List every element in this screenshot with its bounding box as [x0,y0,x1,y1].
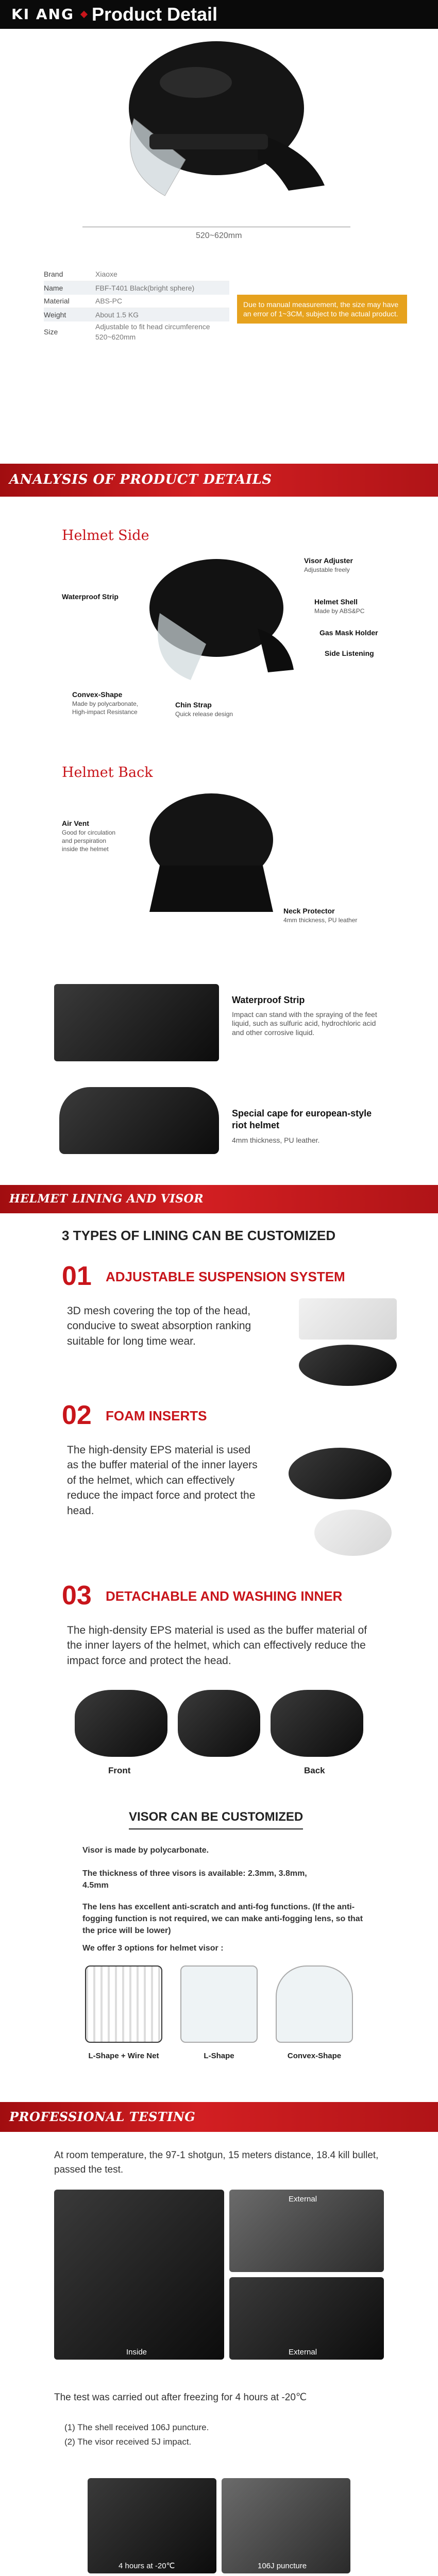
label-helmet-shell: Helmet Shell Made by ABS&PC [314,598,365,615]
label-front: Front [108,1766,131,1775]
helmet-back-image [129,788,294,917]
lining-photo-01a [299,1298,397,1340]
helmet-back-title: Helmet Back [62,765,153,781]
helmet-illustration [88,31,335,222]
freeze-label-2: 106J puncture [258,2562,307,2570]
header-accent [80,11,88,18]
visor-heading: VISOR CAN BE CUSTOMIZED [129,1808,303,1829]
caption-external-2: External [289,2348,317,2357]
lining-num-01: 01 [62,1261,92,1291]
testing-intro: At room temperature, the 97-1 shotgun, 15 meters distance, 18.4 kill bullet, passed the test. [54,2150,379,2175]
spec-table [44,268,229,343]
result-1: (1) The shell received 106J puncture. [64,2422,209,2432]
visor-option-label-3: Convex-Shape [287,2052,342,2060]
label-convex-shape: Convex-Shape Made by polycarbonate, High-impact Resistance [72,690,139,716]
visor-option-1 [85,1965,162,2043]
special-cape-photo [59,1087,219,1154]
lining-photo-02b [314,1510,392,1556]
helmet-side-title: Helmet Side [62,528,149,544]
label-side-listening: Side Listening [325,649,374,657]
lining-heading: 3 TYPES OF LINING CAN BE CUSTOMIZED [62,1228,336,1243]
spec-row: Weight About 1.5 KG [44,308,229,321]
freeze-text: The test was carried out after freezing for 4 hours at -20℃ [54,2392,307,2403]
lining-text-01: 3D mesh covering the top of the head, conducive to sweat absorption ranking suitable for long time wear. [67,1305,251,1347]
visor-option-label-2: L-Shape [204,2052,234,2060]
lining-num-03: 03 [62,1581,92,1611]
freeze-photo-1 [88,2478,216,2573]
spec-row: Name FBF-T401 Black(bright sphere) [44,281,229,295]
spec-row: Size Adjustable to fit head circumference 520~620mm [44,323,210,342]
visor-line-1: Visor is made by polycarbonate. [82,1846,209,1855]
lining-text-02: The high-density EPS material is used as the buffer material of the inner layers of the helmet, which can effectively reduce the impact force and protect the head. [67,1444,258,1517]
label-chin-strap: Chin Strap Quick release design [175,701,233,718]
lining-photo-front [75,1690,167,1757]
visor-line-4: We offer 3 options for helmet visor : [82,1944,224,1953]
caption-inside: Inside [126,2348,147,2357]
label-neck-protector: Neck Protector 4mm thickness, PU leather [283,907,358,924]
header-bar [0,0,438,29]
visor-option-3 [276,1965,353,2043]
freeze-photo-2 [222,2478,350,2573]
lining-title-01: ADJUSTABLE SUSPENSION SYSTEM [106,1269,345,1284]
lining-photo-02a [289,1448,392,1499]
hero-helmet-image [88,31,335,222]
lining-title-03: DETACHABLE AND WASHING INNER [106,1588,343,1604]
freeze-label-1: 4 hours at -20℃ [119,2562,175,2570]
label-visor-adjuster: Visor Adjuster Adjustable freely [304,556,353,573]
waterproof-strip-info: Waterproof Strip Impact can stand with the spraying of the feet liquid, such as sulfuric acid, hydrochloric acid and other corrosive liquid. [232,995,377,1037]
label-gas-mask-holder: Gas Mask Holder [319,629,378,637]
spec-row: Material ABS-PC [44,295,229,308]
helmet-side-image [129,551,294,685]
lining-photo-back [271,1690,363,1757]
waterproof-strip-photo [54,984,219,1061]
brand-logo: KI ANG [11,5,74,23]
caption-external-1: External [289,2195,317,2204]
section-band-analysis: ANALYSIS OF PRODUCT DETAILS [0,464,438,497]
lining-num-02: 02 [62,1400,92,1430]
lining-photo-2 [178,1690,260,1757]
special-cape-info: Special cape for european-style riot helmet 4mm thickness, PU leather. [232,1108,372,1144]
visor-option-label-1: L-Shape + Wire Net [88,2052,159,2060]
label-air-vent: Air Vent Good for circulation and perspiration inside the helmet [62,819,116,853]
section-band-testing: PROFESSIONAL TESTING [0,2102,438,2132]
size-note: Due to manual measurement, the size may have an error of 1~3CM, subject to the actual product. [237,295,407,324]
spec-row: Brand Xiaoxe [44,268,229,281]
visor-line-2: The thickness of three visors is available: 2.3mm, 3.8mm, 4.5mm [82,1869,307,1890]
page-title: Product Detail [91,3,217,25]
label-back: Back [304,1766,325,1775]
result-2: (2) The visor received 5J impact. [64,2437,192,2447]
testing-photo-inside [54,2190,224,2360]
visor-option-2 [180,1965,258,2043]
lining-photo-01b [299,1345,397,1386]
lining-text-03: The high-density EPS material is used as the buffer material of the inner layers of the helmet, which can effectively reduce the impact force and protect the head. [67,1624,367,1667]
dimension-label: 520~620mm [196,231,242,240]
lining-title-02: FOAM INSERTS [106,1408,207,1423]
label-waterproof-strip: Waterproof Strip [62,592,119,601]
section-band-lining: HELMET LINING AND VISOR [0,1185,438,1213]
visor-line-3: The lens has excellent anti-scratch and anti-fog functions. (If the anti-fogging function is not required, we can make anti-fogging lens, so that the price will be lower) [82,1903,363,1936]
